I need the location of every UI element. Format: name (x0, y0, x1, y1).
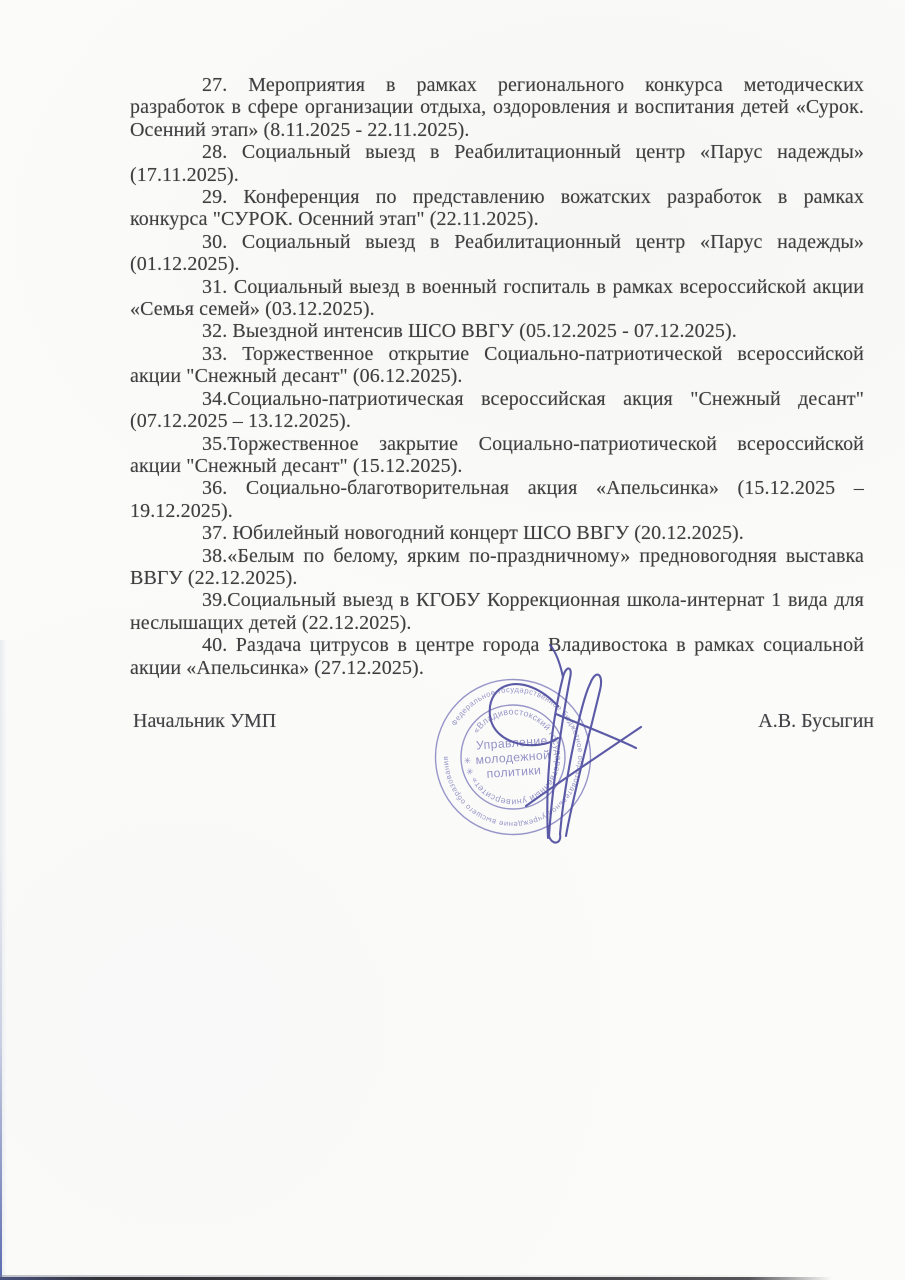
list-item: 32. Выездной интенсив ШСО ВВГУ (05.12.2025 - 07.12.2025). (202, 320, 737, 343)
list-item: 31. Социальный выезд в военный госпиталь в рамках всероссийской акции «Семья семей» (03.12.2025). (130, 275, 864, 321)
stamp-inner-ring-text: «Владивостокский государственный университет» ✳ ✳ (462, 706, 564, 808)
signature-stroke (526, 727, 641, 806)
list-item: 35.Торжественное закрытие Социально-патриотической всероссийской акции "Снежный десант" (15.12.2025). (130, 432, 864, 477)
svg-text:Управление: Управление (475, 733, 549, 753)
scan-left-edge-line (0, 850, 2, 1280)
list-item: 29. Конференция по представлению вожатских разработок в рамках конкурса "СУРОК. Осенний этап" (22.11.2025). (130, 186, 864, 231)
signature-stroke (547, 668, 570, 838)
list-item: 33. Торжественное открытие Социально-патриотической всероссийской акции "Снежный десант" (06.12.2025). (130, 342, 864, 388)
list-item: 39.Социальный выезд в КГОБУ Коррекционная школа-интернат 1 вида для неслышащих детей (22.12.2025). (130, 589, 864, 634)
list-item: 30. Социальный выезд в Реабилитационный центр «Парус надежды» (01.12.2025). (130, 230, 864, 276)
handwritten-signature (470, 638, 670, 853)
list-item: 38.«Белым по белому, ярким по-праздничному» предновогодняя выставка ВВГУ (22.12.2025). (130, 544, 864, 589)
list-item: 40. Раздача цитрусов в центре города Владивостока в рамках социальной акции «Апельсинка» (27.12.2025). (130, 634, 864, 679)
signature-stroke (490, 684, 558, 745)
signature-stroke (556, 714, 636, 748)
list-item: 37. Юбилейный новогодний концерт ШСО ВВГУ (20.12.2025). (202, 522, 744, 545)
signer-position: Начальник УМП (133, 710, 277, 732)
list-item: 36. Социально-благотворительная акция «Апельсинка» (15.12.2025 – 19.12.2025). (130, 477, 864, 522)
svg-text:политики: политики (486, 763, 542, 781)
signature-stroke (549, 834, 560, 843)
list-item: 28. Социальный выезд в Реабилитационный центр «Парус надежды» (17.11.2025). (130, 141, 864, 186)
list-item: 34.Социально-патриотическая всероссийская акция "Снежный десант" (07.12.2025 – 13.12.2025). (130, 387, 864, 433)
stamp-outer-ring-text: Федеральное государственное бюджетное образовательное учреждение высшего образования (440, 684, 586, 830)
svg-text:молодежной: молодежной (475, 747, 551, 768)
list-item: 27. Мероприятия в рамках регионального конкурса методических разработок в сфере организации отдыха, оздоровления и воспитания детей «Сурок. Осенний этап» (8.11.2025 - 22.11.2025). (130, 74, 864, 141)
events-list (130, 74, 864, 679)
signature-stroke (550, 645, 563, 677)
signer-name: А.В. Бусыгин (758, 710, 874, 732)
